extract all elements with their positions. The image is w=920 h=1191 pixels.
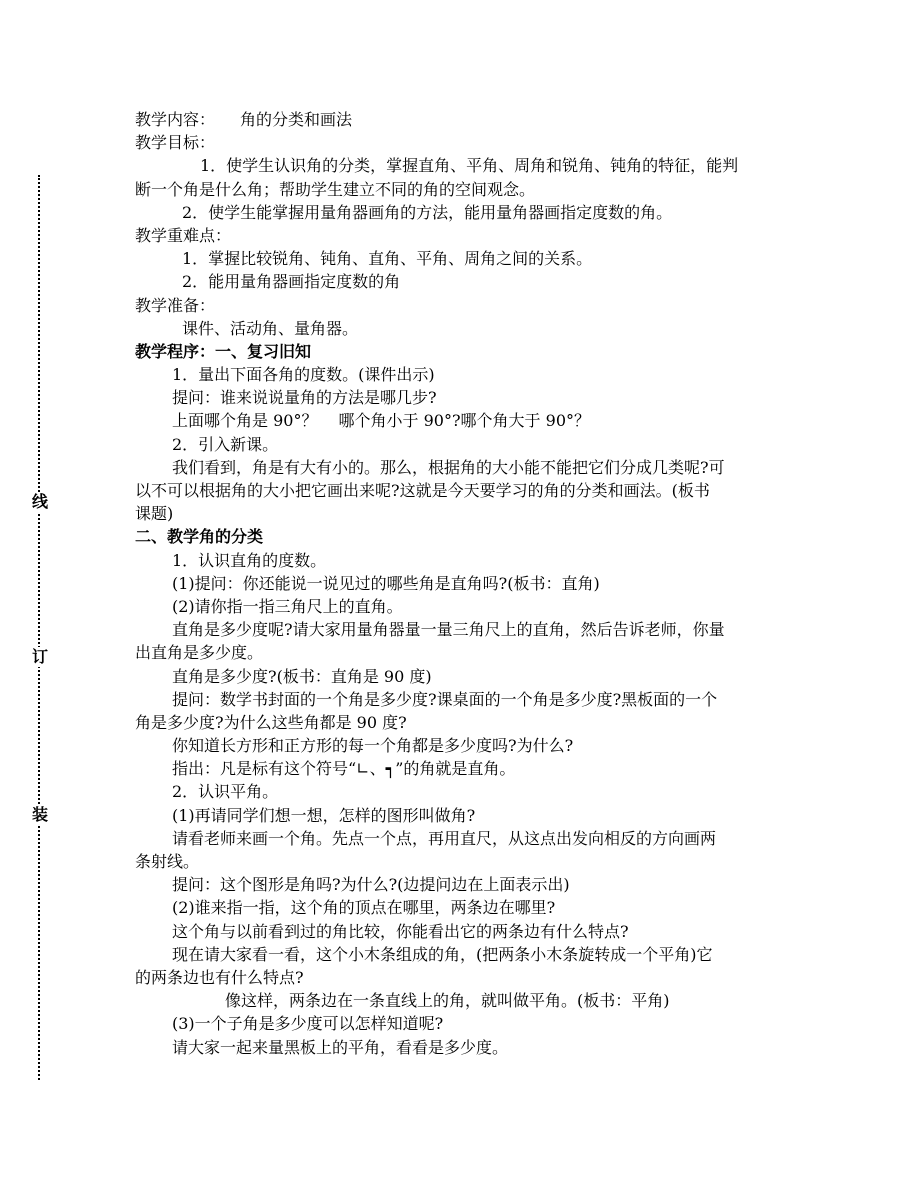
binding-margin xyxy=(30,175,50,1080)
para-line: 2．认识平角。 xyxy=(172,782,279,802)
para-line: 指出：凡是标有这个符号“∟、┑”的角就是直角。 xyxy=(172,759,516,779)
keypoints-label: 教学重难点： xyxy=(135,225,232,245)
binding-char-ding: 订 xyxy=(31,647,48,666)
para-line: 1．量出下面各角的度数。(课件出示) xyxy=(172,365,435,385)
prep-label: 教学准备： xyxy=(135,295,216,315)
para-line: 直角是多少度?(板书：直角是 90 度) xyxy=(172,666,432,686)
para-line: 你知道长方形和正方形的每一个角都是多少度吗?为什么? xyxy=(172,736,574,756)
para-line: 这个角与以前看到过的角比较，你能看出它的两条边有什么特点? xyxy=(172,921,629,941)
para-line: (2)请你指一指三角尺上的直角。 xyxy=(172,596,403,616)
para-line: 2．引入新课。 xyxy=(172,434,279,454)
prep-items: 课件、活动角、量角器。 xyxy=(182,318,359,338)
para-line: 1．认识直角的度数。 xyxy=(172,550,327,570)
para-line: 提问：谁来说说量角的方法是哪几步? xyxy=(172,388,437,408)
goal-1-line-a: 1．使学生认识角的分类，掌握直角、平角、周角和锐角、钝角的特征，能判 xyxy=(200,156,739,176)
para-line: (1)提问：你还能说一说见过的哪些角是直角吗?(板书：直角) xyxy=(172,573,600,593)
para-line: 提问：这个图形是角吗?为什么?(边提问边在上面表示出) xyxy=(172,875,570,895)
section-2-heading: 二、教学角的分类 xyxy=(135,527,264,547)
para-line: (2)谁来指一指，这个角的顶点在哪里，两条边在哪里? xyxy=(172,898,556,918)
para-line: 提问：数学书封面的一个角是多少度?课桌面的一个角是多少度?黑板面的一个 xyxy=(172,689,718,709)
para-line: 请大家一起来量黑板上的平角，看看是多少度。 xyxy=(172,1037,509,1057)
keypoint-2: 2．能用量角器画指定度数的角 xyxy=(182,272,401,292)
para-line: (1)再请同学们想一想，怎样的图形叫做角? xyxy=(172,805,476,825)
para-line: 像这样，两条边在一条直线上的角，就叫做平角。(板书：平角) xyxy=(225,991,670,1011)
para-line: 现在请大家看一看，这个小木条组成的角，(把两条小木条旋转成一个平角)它 xyxy=(172,944,713,964)
para-line: 上面哪个角是 90°？ 哪个角小于 90°?哪个角大于 90°？ xyxy=(172,411,591,431)
para-line: 以不可以根据角的大小把它画出来呢?这就是今天要学习的角的分类和画法。(板书 xyxy=(135,481,710,500)
para-line: (3)一个子角是多少度可以怎样知道呢? xyxy=(172,1014,444,1034)
para-line: 角是多少度?为什么这些角都是 90 度? xyxy=(135,712,407,732)
content-line xyxy=(135,108,785,131)
para-line: 请看老师来画一个角。先点一个点，再用直尺，从这点出发向相反的方向画两 xyxy=(172,828,717,848)
binding-char-zhuang: 装 xyxy=(31,805,48,824)
para-line: 课题) xyxy=(135,504,174,524)
goal-1-line-b: 断一个角是什么角；帮助学生建立不同的角的空间观念。 xyxy=(135,179,536,199)
para-line: 出直角是多少度。 xyxy=(135,643,264,663)
content-label: 教学内容： xyxy=(135,110,216,129)
document-body xyxy=(135,108,785,1059)
para-line: 条射线。 xyxy=(135,852,200,871)
binding-char-xian: 线 xyxy=(31,492,48,511)
keypoint-1: 1．掌握比较锐角、钝角、直角、平角、周角之间的关系。 xyxy=(182,249,593,269)
para-line: 的两条边也有什么特点? xyxy=(135,967,304,987)
goal-2: 2．使学生能掌握用量角器画角的方法，能用量角器画指定度数的角。 xyxy=(182,202,673,222)
para-line: 我们看到，角是有大有小的。那么，根据角的大小能不能把它们分成几类呢?可 xyxy=(172,457,725,477)
lesson-title: 角的分类和画法 xyxy=(240,110,353,129)
para-line: 直角是多少度呢?请大家用量角器量一量三角尺上的直角，然后告诉老师，你量 xyxy=(172,620,725,640)
binding-dotted-line xyxy=(38,175,40,1080)
procedure-heading: 教学程序：一、复习旧知 xyxy=(135,341,312,361)
goals-label: 教学目标： xyxy=(135,133,216,153)
